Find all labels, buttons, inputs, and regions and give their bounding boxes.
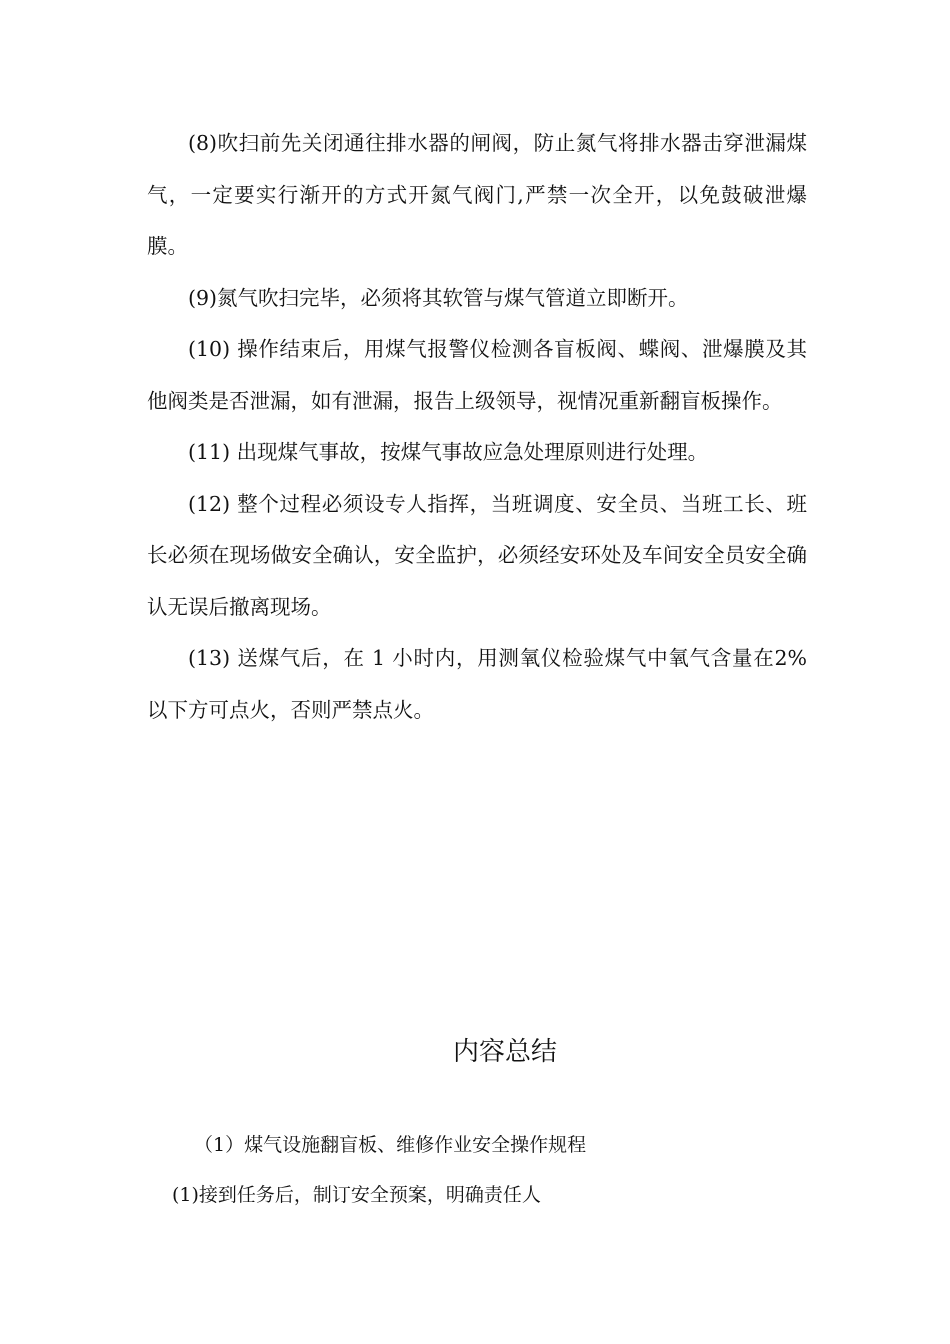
summary-item: (1)接到任务后，制订安全预案，明确责任人 — [172, 1184, 541, 1206]
paragraph-step-12: (12) 整个过程必须设专人指挥，当班调度、安全员、当班工长、班长必须在现场做安全确认，安全监护，必须经安环处及车间安全员安全确认无误后撤离现场。 — [147, 491, 807, 619]
summary-title: 内容总结 — [452, 1037, 557, 1067]
paragraph-step-10: (10) 操作结束后，用煤气报警仪检测各盲板阀、蝶阀、泄爆膜及其他阀类是否泄漏，如有泄漏，报告上级领导，视情况重新翻盲板操作。 — [147, 337, 807, 413]
paragraph-step-9: (9)氮气吹扫完毕，必须将其软管与煤气管道立即断开。 — [188, 285, 689, 310]
paragraph-step-8: (8)吹扫前先关闭通往排水器的闸阀，防止氮气将排水器击穿泄漏煤气，一定要实行渐开的方式开氮气阀门,严禁一次全开，以免鼓破泄爆膜。 — [147, 131, 807, 258]
summary-heading: （1）煤气设施翻盲板、维修作业安全操作规程 — [194, 1134, 587, 1156]
document-body — [147, 118, 807, 736]
paragraph-step-13: (13) 送煤气后，在 1 小时内，用测氧仪检验煤气中氧气含量在2%以下方可点火，否则严禁点火。 — [147, 646, 807, 722]
paragraph-step-11: (11) 出现煤气事故，按煤气事故应急处理原则进行处理。 — [188, 440, 709, 464]
